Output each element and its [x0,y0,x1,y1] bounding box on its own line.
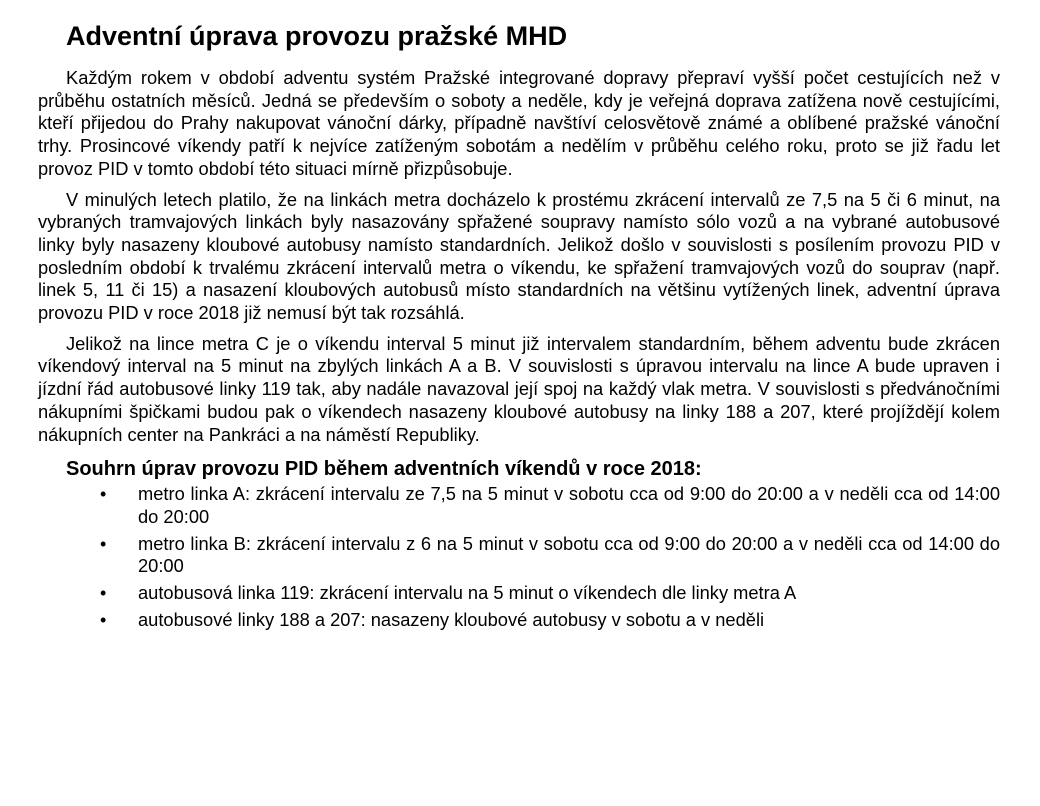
document-title: Adventní úprava provozu pražské MHD [66,21,568,51]
document-page [38,16,1000,631]
list-item [38,582,1000,605]
summary-list [38,483,1000,631]
summary-heading: Souhrn úprav provozu PID během adventních víkendů v roce 2018: [66,458,702,481]
list-item-text: autobusové linky 188 a 207: nasazeny kloubové autobusy v sobotu a v neděli [138,608,765,630]
list-item-text: metro linka B: zkrácení intervalu z 6 na 5 minut v sobotu cca od 9:00 do 20:00 a v neděli cca od 14:00 do 20:00 [138,532,1000,577]
list-item [38,609,1000,632]
bullet-icon: • [100,609,107,630]
list-item-text: metro linka A: zkrácení intervalu ze 7,5 na 5 minut v sobotu cca od 9:00 do 20:00 a v neděli cca od 14:00 do 20:00 [138,483,1000,527]
list-item [38,533,1000,578]
bullet-icon: • [100,533,107,554]
bullet-icon: • [100,583,107,604]
paragraph-intro: Každým rokem v období adventu systém Pražské integrované dopravy přepraví vyšší počet cestujících než v průběhu ostatních měsíců. Jedná se především o soboty a neděle, kdy je veřejná doprava zatížena nově cestujícími, kteří přijedou do Prahy nakupovat vánoční dárky, případně navštíví celosvětově známé a oblíbené pražské vánoční trhy. Prosincové víkendy patří k nejvíce zatíženým sobotám a nedělím v průběhu celého roku, proto se již řadu let provoz PID v tomto období této situaci mírně přizpůsobuje. [38,67,1000,179]
paragraph-past-years: V minulých letech platilo, že na linkách metra docházelo k prostému zkrácení intervalů ze 7,5 na 5 či 6 minut, na vybraných tramvajových linkách byly nasazovány spřažené soupravy namísto sólo vozů a na vybrané autobusové linky byly nasazeny kloubové autobusy namísto standardních. Jelikož došlo v souvislosti s posílením provozu PID v posledním období k trvalému zkrácení intervalů metra o víkendu, ke spřažení tramvajových vozů do souprav (např. linek 5, 11 či 15) a nasazení kloubových autobusů místo standardních na většinu vytížených linek, adventní úprava provozu PID v roce 2018 již nemusí být tak rozsáhlá. [38,188,1000,324]
bullet-icon: • [100,484,107,505]
list-item [38,483,1000,528]
list-item-text: autobusová linka 119: zkrácení intervalu na 5 minut o víkendech dle linky metra A [138,582,797,604]
paragraph-this-year: Jelikož na lince metra C je o víkendu interval 5 minut již intervalem standardním, během adventu bude zkrácen víkendový interval na 5 minut na zbylých linkách A a B. V souvislosti s úpravou intervalu na lince A bude upraven i jízdní řád autobusové linky 119 tak, aby nadále navazoval její spoj na každý vlak metra. V souvislosti s předvánočními nákupními špičkami budou pak o víkendech nasazeny kloubové autobusy na linky 188 a 207, které projíždějí kolem nákupních center na Pankráci a na náměstí Republiky. [38,332,1000,445]
